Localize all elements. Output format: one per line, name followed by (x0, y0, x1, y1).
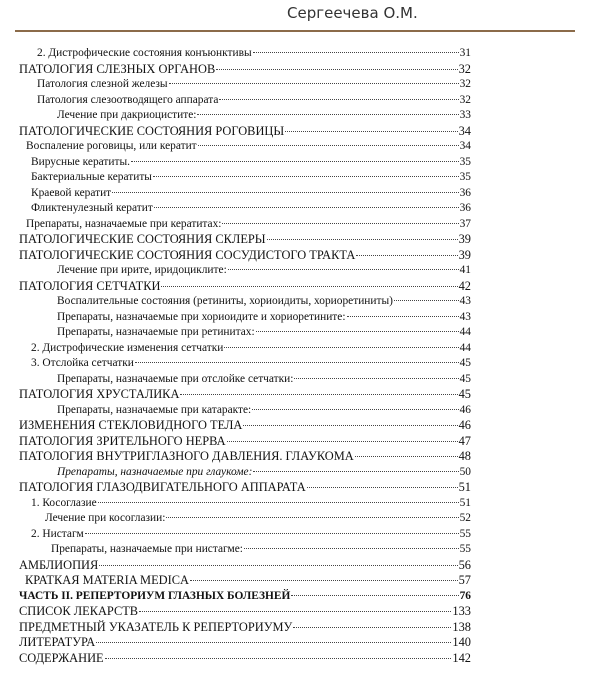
toc-entry-title: Препараты, назначаемые при отслойке сетчатки: (57, 372, 294, 385)
toc-entry-page: 44 (459, 326, 471, 338)
toc-entry[interactable] (19, 635, 471, 651)
toc-entry-page: 36 (459, 186, 471, 199)
toc-entry-page: 35 (459, 155, 471, 168)
toc-entry[interactable] (19, 201, 471, 217)
toc-entry[interactable] (19, 387, 471, 403)
dot-leader (216, 69, 457, 70)
dot-leader (356, 255, 457, 256)
toc-entry[interactable] (19, 139, 471, 155)
toc-entry-title: Вирусные кератиты. (31, 155, 130, 168)
toc-entry-title: Препараты, назначаемые при катаракте: (57, 403, 252, 416)
dot-leader (166, 517, 458, 518)
toc-entry-page: 43 (459, 310, 471, 323)
toc-entry-page: 41 (459, 264, 471, 276)
dot-leader (112, 192, 458, 193)
toc-entry-page: 55 (459, 543, 471, 555)
toc-entry-title: ПРЕДМЕТНЫЙ УКАЗАТЕЛЬ К РЕПЕРТОРИУМУ (19, 619, 293, 634)
header-divider (15, 30, 575, 32)
toc-entry-title: 2. Дистрофические состояния конъюнктивы (37, 47, 252, 59)
toc-entry-page: 32 (459, 78, 471, 90)
toc-entry[interactable] (19, 573, 471, 589)
toc-entry[interactable] (19, 248, 471, 264)
toc-entry-title: Фликтенулезный кератит (31, 202, 153, 214)
toc-entry[interactable] (19, 217, 471, 233)
dot-leader (169, 83, 459, 84)
toc-entry[interactable] (19, 62, 471, 78)
toc-entry-title: 1. Косоглазие (31, 496, 97, 509)
toc-entry[interactable] (19, 294, 471, 310)
dot-leader (85, 533, 459, 534)
dot-leader (153, 176, 459, 177)
toc-entry[interactable] (19, 480, 471, 496)
toc-entry-page: 52 (459, 512, 471, 524)
toc-entry-title: СПИСОК ЛЕКАРСТВ (19, 604, 139, 618)
dot-leader (307, 487, 458, 488)
toc-entry-title: Лечение при ирите, иридоциклите: (57, 264, 227, 276)
toc-entry-title: ПАТОЛОГИЯ СЕТЧАТКИ (19, 278, 161, 293)
dot-leader (105, 658, 452, 659)
dot-leader (291, 595, 458, 596)
toc-entry[interactable] (19, 527, 471, 543)
dot-leader (347, 316, 459, 317)
toc-entry-page: 32 (459, 93, 471, 106)
toc-entry[interactable] (19, 341, 471, 357)
toc-entry-page: 43 (459, 295, 471, 307)
toc-entry-page: 51 (459, 496, 471, 509)
toc-entry-page: 45 (459, 372, 471, 385)
toc-entry-page: 45 (459, 357, 471, 369)
dot-leader (253, 52, 459, 53)
toc-entry-title: Бактериальные кератиты (31, 171, 152, 183)
toc-entry-page: 35 (459, 171, 471, 183)
toc-entry-title: АМБЛИОПИЯ (19, 557, 99, 572)
toc-entry-title: ИЗМЕНЕНИЯ СТЕКЛОВИДНОГО ТЕЛА (19, 418, 243, 432)
toc-entry[interactable] (19, 170, 471, 186)
toc-entry-page: 57 (458, 573, 471, 587)
toc-entry-page: 142 (452, 650, 471, 665)
toc-entry[interactable] (19, 434, 471, 450)
dot-leader (219, 99, 458, 100)
toc-entry[interactable] (19, 372, 471, 388)
toc-entry-title: Патология слезной железы (37, 78, 168, 90)
toc-entry-page: 42 (458, 278, 471, 293)
dot-leader (244, 548, 459, 549)
toc-entry-page: 50 (459, 465, 471, 478)
toc-entry-page: 34 (458, 123, 471, 138)
dot-leader (285, 131, 457, 132)
toc-entry-title: ПАТОЛОГИЧЕСКИЕ СОСТОЯНИЯ РОГОВИЦЫ (19, 123, 285, 138)
toc-entry-page: 46 (458, 418, 471, 432)
dot-leader (190, 580, 458, 581)
toc-entry-title: 2. Нистагм (31, 527, 84, 540)
toc-entry-page: 48 (458, 449, 471, 463)
toc-entry-title: ПАТОЛОГИЯ ГЛАЗОДВИГАТЕЛЬНОГО АППАРАТА (19, 480, 306, 494)
toc-entry[interactable] (19, 496, 471, 512)
toc-entry-title: Препараты, назначаемые при хориоидите и хориоретините: (57, 310, 346, 323)
dot-leader (154, 207, 459, 208)
toc-entry[interactable] (19, 651, 471, 667)
toc-entry[interactable] (19, 232, 471, 248)
toc-entry[interactable] (19, 279, 471, 295)
toc-entry[interactable] (19, 403, 471, 419)
toc-entry[interactable] (19, 465, 471, 481)
toc-entry-title: Краевой кератит (31, 186, 112, 199)
dot-leader (99, 565, 457, 566)
toc-entry-title: Препараты, назначаемые при нистагме: (51, 543, 243, 555)
toc-entry[interactable] (19, 108, 471, 124)
toc-entry-page: 56 (458, 557, 471, 572)
toc-entry-page: 138 (452, 619, 471, 634)
toc-entry[interactable] (19, 604, 471, 620)
dot-leader (256, 331, 459, 332)
dot-leader (253, 471, 458, 472)
toc-entry[interactable] (19, 46, 471, 62)
toc-entry-page: 36 (459, 202, 471, 214)
toc-entry-title: Лечение при дакриоцистите: (57, 109, 197, 121)
table-of-contents (19, 46, 471, 666)
toc-entry-title: ЛИТЕРАТУРА (19, 635, 96, 649)
dot-leader (139, 611, 451, 612)
dot-leader (267, 239, 458, 240)
toc-entry[interactable] (19, 356, 471, 372)
toc-entry-page: 33 (459, 109, 471, 121)
toc-entry-title: Лечение при косоглазии: (45, 512, 166, 524)
toc-entry-title: ПАТОЛОГИЯ ХРУСТАЛИКА (19, 387, 180, 401)
toc-entry[interactable] (19, 77, 471, 93)
dot-leader (293, 627, 451, 628)
dot-leader (197, 114, 458, 115)
toc-entry-page: 44 (459, 341, 471, 354)
dot-leader (180, 394, 457, 395)
toc-entry[interactable] (19, 511, 471, 527)
toc-entry-page: 37 (459, 217, 471, 230)
toc-entry-title: ПАТОЛОГИЧЕСКИЕ СОСТОЯНИЯ СОСУДИСТОГО ТРАКТА (19, 247, 356, 262)
toc-entry[interactable] (19, 589, 471, 605)
toc-entry-title: ЧАСТЬ II. РЕПЕРТОРИУМ ГЛАЗНЫХ БОЛЕЗНЕЙ (19, 589, 291, 602)
toc-entry-page: 46 (459, 403, 471, 416)
toc-entry-page: 55 (459, 527, 471, 540)
dot-leader (243, 425, 457, 426)
toc-entry-title: Препараты, назначаемые при ретинитах: (57, 326, 255, 338)
toc-entry-page: 51 (458, 480, 471, 494)
dot-leader (98, 502, 459, 503)
dot-leader (227, 441, 458, 442)
toc-entry-title: Воспалительные состояния (ретиниты, хориоидиты, хориоретиниты) (57, 295, 393, 307)
toc-entry[interactable] (19, 542, 471, 558)
dot-leader (294, 378, 458, 379)
dot-leader (161, 286, 457, 287)
dot-leader (252, 409, 458, 410)
dot-leader (198, 145, 459, 146)
toc-entry-page: 31 (459, 47, 471, 59)
toc-entry-title: Препараты, назначаемые при кератитах: (26, 217, 222, 230)
toc-entry[interactable] (19, 418, 471, 434)
toc-entry[interactable] (19, 558, 471, 574)
toc-entry-page: 133 (452, 604, 471, 618)
toc-entry-page: 39 (458, 232, 471, 246)
toc-entry-page: 47 (458, 433, 471, 448)
toc-entry[interactable] (19, 155, 471, 171)
toc-entry-title: ПАТОЛОГИЯ ЗРИТЕЛЬНОГО НЕРВА (19, 433, 226, 448)
toc-entry-page: 32 (458, 61, 471, 76)
toc-entry-title: КРАТКАЯ MATERIA MEDICA (25, 573, 189, 587)
dot-leader (355, 456, 458, 457)
toc-entry-title: ПАТОЛОГИЯ СЛЕЗНЫХ ОРГАНОВ (19, 61, 216, 76)
toc-entry[interactable] (19, 325, 471, 341)
toc-entry[interactable] (19, 449, 471, 465)
dot-leader (96, 642, 451, 643)
toc-entry-title: ПАТОЛОГИЯ ВНУТРИГЛАЗНОГО ДАВЛЕНИЯ. ГЛАУКОМА (19, 449, 354, 463)
toc-entry-page: 39 (458, 247, 471, 262)
toc-entry-title: Препараты, назначаемые при глаукоме: (57, 465, 253, 478)
toc-entry[interactable] (19, 263, 471, 279)
dot-leader (222, 223, 458, 224)
toc-entry-title: Патология слезоотводящего аппарата (37, 93, 219, 106)
toc-entry-page: 76 (459, 589, 471, 602)
toc-entry-title: Воспаление роговицы, или кератит (26, 140, 197, 152)
toc-entry-page: 45 (458, 387, 471, 401)
dot-leader (135, 362, 459, 363)
dot-leader (394, 300, 459, 301)
author-name: Сергеечева О.М. (287, 4, 418, 22)
dot-leader (131, 161, 459, 162)
toc-entry[interactable] (19, 93, 471, 109)
toc-entry-page: 140 (452, 635, 471, 649)
toc-entry[interactable] (19, 620, 471, 636)
toc-entry-title: ПАТОЛОГИЧЕСКИЕ СОСТОЯНИЯ СКЛЕРЫ (19, 232, 266, 246)
toc-entry-page: 34 (459, 140, 471, 152)
toc-entry-title: СОДЕРЖАНИЕ (19, 650, 104, 665)
dot-leader (228, 269, 459, 270)
dot-leader (224, 347, 458, 348)
toc-entry-title: 2. Дистрофические изменения сетчатки (31, 341, 224, 354)
toc-entry[interactable] (19, 310, 471, 326)
toc-entry[interactable] (19, 124, 471, 140)
toc-entry-title: 3. Отслойка сетчатки (31, 357, 134, 369)
toc-entry[interactable] (19, 186, 471, 202)
